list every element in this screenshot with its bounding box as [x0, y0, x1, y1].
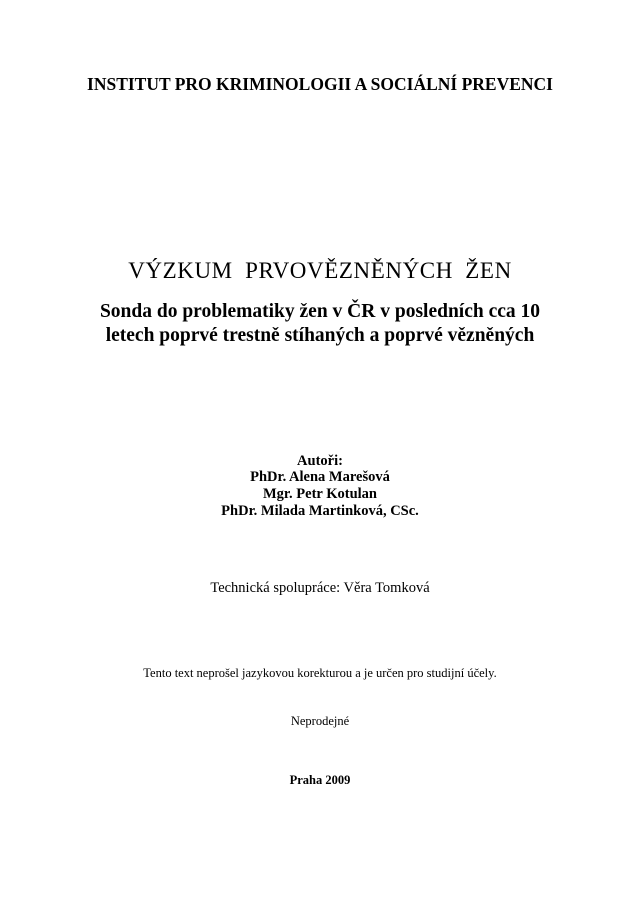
author-name: Mgr. Petr Kotulan [263, 486, 377, 502]
author-name: PhDr. Alena Marešová [250, 469, 390, 485]
subtitle-line-2: letech poprvé trestně stíhaných a poprvé vězněných [105, 325, 535, 346]
technical-cooperation: Technická spolupráce: Věra Tomková [210, 580, 430, 596]
place-and-year: Praha 2009 [289, 773, 351, 787]
author-name: PhDr. Milada Martinková, CSc. [221, 503, 419, 519]
institute-name: INSTITUT PRO KRIMINOLOGII A SOCIÁLNÍ PREVENCI [87, 74, 553, 94]
subtitle-line-1: Sonda do problematiky žen v ČR v posledních cca 10 [99, 301, 541, 322]
authors-heading: Autoři: [297, 453, 343, 469]
proofreading-note: Tento text neprošel jazykovou korekturou a je určen pro studijní účely. [143, 666, 497, 680]
document-title: VÝZKUM PRVOVĚZNĚNÝCH ŽEN [128, 258, 512, 283]
not-for-sale-label: Neprodejné [290, 714, 350, 728]
